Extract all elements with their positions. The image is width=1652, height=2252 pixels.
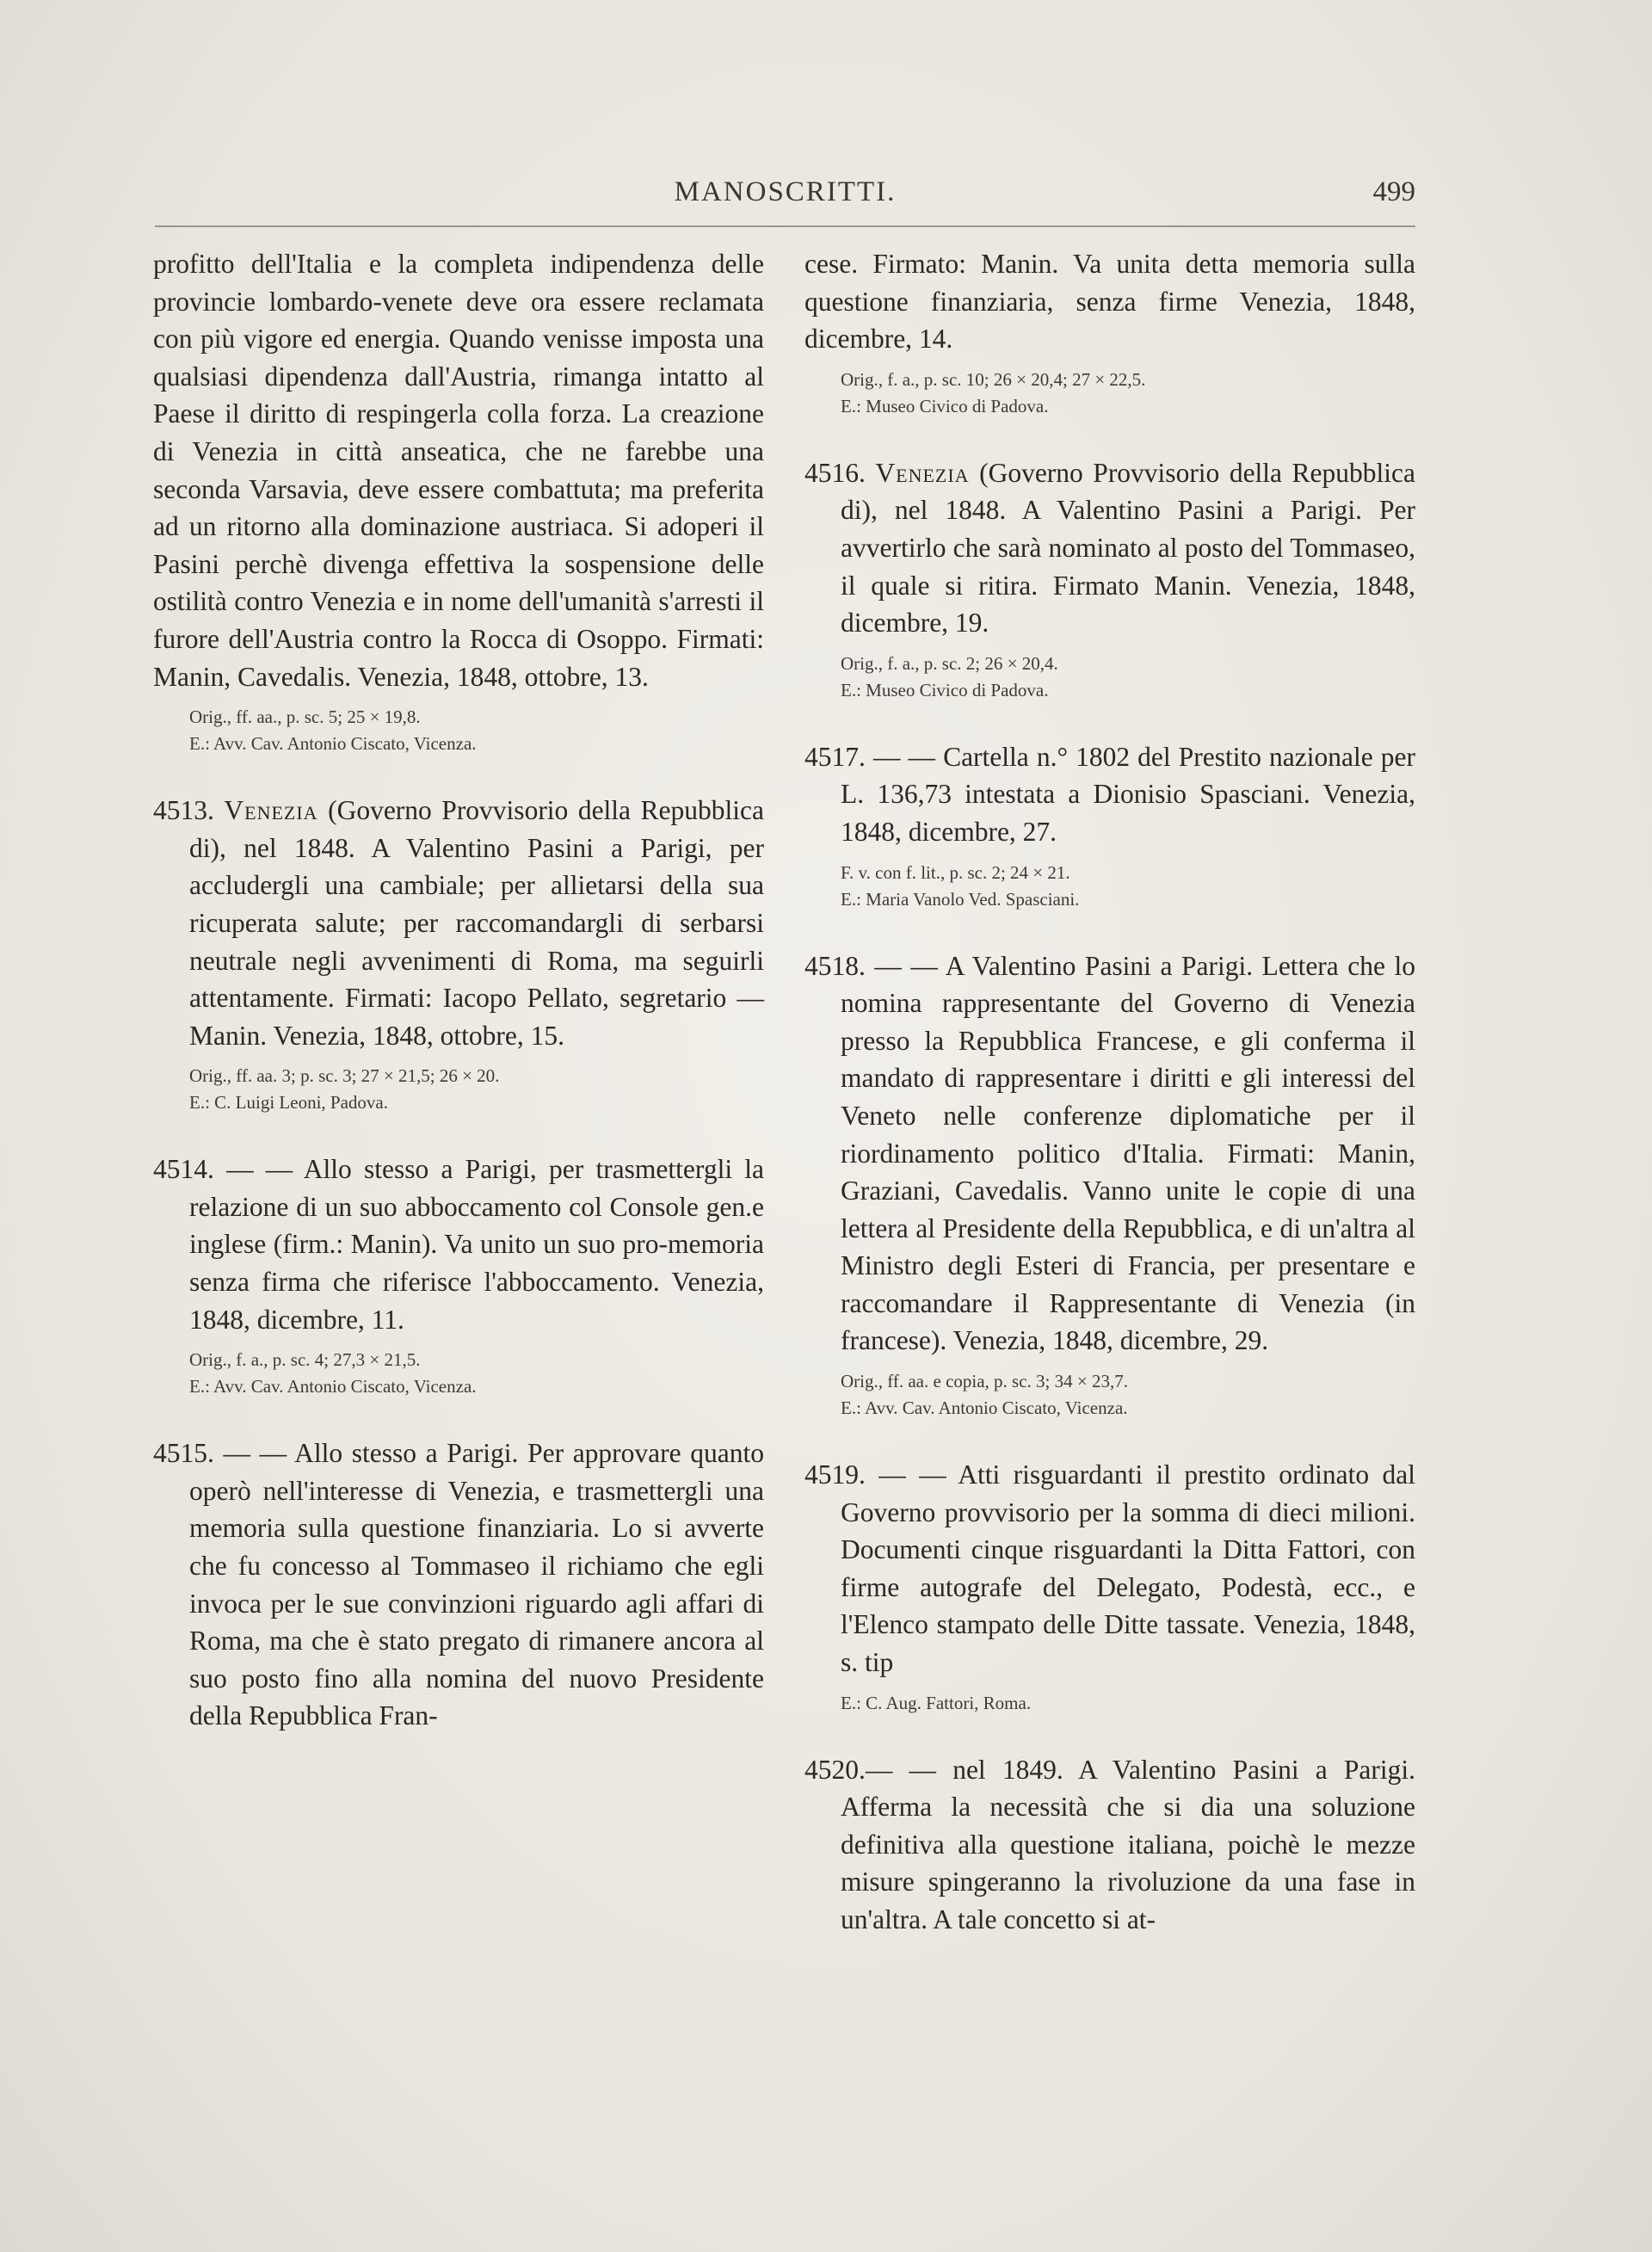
entry-number: 4517. xyxy=(804,741,866,772)
page-header xyxy=(155,176,1415,228)
entry-number: 4519. xyxy=(804,1459,866,1490)
entry-body xyxy=(804,947,1415,1360)
entry-text: A Valentino Pasini a Parigi. Lettera che lo nomina rappresentante del Governo di Venezia presso la Repubblica Francese, e gli conferma il mandato di rappresentare i diritti e gli interessi del Veneto nelle conferenze diplomatiche per il riordinamento politico d'Italia. Firmati: Manin, Graziani, Cavedalis. Vanno unite le copie di una lettera al Presidente della Repubblica, e di un'altra al Ministro degli Esteri di Francia, per presentare e raccomandare il Rappresentante di Venezia (in francese). Venezia, 1848, dicembre, 29. xyxy=(841,950,1416,1356)
entry-heading: — — xyxy=(865,1754,937,1785)
continuation-paragraph: profitto dell'Italia e la completa indipendenza delle provincie lombardo-venete deve ora essere reclamata con più vigore ed energia. Quando venisse imposta una qualsiasi dipendenza dall'Austria, rimanga intatto al Paese il diritto di respingerla colla forza. La creazione di Venezia in città anseatica, che ne farebbe una seconda Varsavia, deve essere combattuta; ma preferita ad un ritorno alla dominazione austriaca. Si adoperi il Pasini perchè divenga effettiva la sospensione delle ostilità contro Venezia e in nome dell'umanità s'arresti il furore dell'Austria contro la Rocca di Osoppo. Firmati: Manin, Cavedalis. Venezia, 1848, ottobre, 13. xyxy=(153,249,764,692)
entry-heading: — — xyxy=(872,741,935,772)
entry-heading: — — xyxy=(226,1154,293,1185)
entry-number: 4520. xyxy=(804,1754,866,1785)
catalog-entry xyxy=(804,947,1415,1422)
catalog-entry xyxy=(804,738,1415,913)
entry-heading: Venezia xyxy=(875,457,970,488)
entry-body xyxy=(153,1151,764,1338)
entry-number: 4518. xyxy=(804,950,866,981)
catalog-entry xyxy=(804,454,1415,704)
catalog-entry xyxy=(153,1151,764,1400)
entry-text: Cartella n.° 1802 del Prestito nazionale per L. 136,73 intestata a Dionisio Spasciani. Venezia, 1848, dicembre, 27. xyxy=(841,741,1415,847)
header-rule xyxy=(155,225,1415,227)
catalog-note-owner: E.: Museo Civico di Padova. xyxy=(841,395,1049,416)
catalog-entry xyxy=(804,1751,1415,1939)
right-column xyxy=(804,245,1415,1939)
catalog-note-orig: Orig., f. a., p. sc. 2; 26 × 20,4. xyxy=(841,652,1058,674)
running-title: MANOSCRITTI. xyxy=(674,176,897,207)
entry-body xyxy=(804,738,1415,851)
catalog-note-owner: E.: C. Aug. Fattori, Roma. xyxy=(841,1692,1032,1713)
catalog-note-orig: Orig., ff. aa. 3; p. sc. 3; 27 × 21,5; 26 × 20. xyxy=(189,1065,500,1087)
entry-text: nel 1849. A Valentino Pasini a Parigi. Afferma la necessità che si dia una soluzione definitiva alla questione italiana, poichè le mezze misure spingeranno la rivoluzione da una fase in un'altra. A tale concetto si at- xyxy=(841,1754,1415,1934)
catalog-note-owner: E.: C. Luigi Leoni, Padova. xyxy=(189,1092,388,1114)
catalog-note-orig: Orig., f. a., p. sc. 10; 26 × 20,4; 27 × 22,5. xyxy=(841,368,1146,390)
entry-body xyxy=(804,454,1415,642)
catalog-note-orig: Orig., f. a., p. sc. 4; 27,3 × 21,5. xyxy=(189,1349,421,1371)
entry-body xyxy=(804,1751,1415,1939)
entry-body xyxy=(153,792,764,1054)
catalog-note-orig: Orig., ff. aa. e copia, p. sc. 3; 34 × 23,7. xyxy=(841,1371,1128,1392)
continuation-paragraph: cese. Firmato: Manin. Va unita detta memoria sulla questione finanziaria, senza firme Venezia, 1848, dicembre, 14. xyxy=(804,249,1415,355)
page-number: 499 xyxy=(1372,176,1415,207)
entry-text: Atti risguardanti il prestito ordinato dal Governo provvisorio per la somma di dieci milioni. Documenti cinque risguardanti la Ditta Fattori, con firme autografe del Delegato, Podestà, ecc., e l'Elenco stampato delle Ditte tassate. Venezia, 1848, s. tip xyxy=(841,1459,1416,1678)
entry-text: (Governo Provvisorio della Repubblica di), nel 1848. A Valentino Pasini a Parigi. Per avvertirlo che sarà nominato al posto del Tommaseo, il quale si ritira. Firmato Manin. Venezia, 1848, dicembre, 19. xyxy=(841,457,1415,639)
catalog-note-orig: Orig., ff. aa., p. sc. 5; 25 × 19,8. xyxy=(189,706,421,728)
entry-text: Allo stesso a Parigi, per trasmettergli la relazione di un suo abboccamento col Console gen.e inglese (firm.: Manin). Va unito un suo pro-memoria senza firma che riferisce l'abboccamento. Venezia, 1848, dicembre, 11. xyxy=(189,1154,765,1335)
catalog-note-orig: F. v. con f. lit., p. sc. 2; 24 × 21. xyxy=(841,861,1070,883)
entry-heading: — — xyxy=(878,1459,946,1490)
entry-body xyxy=(153,1434,764,1735)
entry-heading: — — xyxy=(874,950,938,981)
entry-heading: — — xyxy=(223,1438,287,1469)
entry-number: 4513. xyxy=(153,795,214,826)
entry-number: 4516. xyxy=(804,457,866,488)
catalog-note-owner: E.: Museo Civico di Padova. xyxy=(841,679,1049,700)
entry-body xyxy=(804,1456,1415,1681)
catalog-note-owner: E.: Maria Vanolo Ved. Spasciani. xyxy=(841,888,1080,910)
left-column xyxy=(153,245,764,1735)
entry-number: 4514. xyxy=(153,1154,214,1185)
catalog-entry xyxy=(153,1434,764,1735)
entry-heading: Venezia xyxy=(224,795,318,826)
entry-number: 4515. xyxy=(153,1438,214,1469)
catalog-note-owner: E.: Avv. Cav. Antonio Ciscato, Vicenza. xyxy=(841,1397,1128,1419)
catalog-note-owner: E.: Avv. Cav. Antonio Ciscato, Vicenza. xyxy=(189,733,477,755)
catalog-note-owner: E.: Avv. Cav. Antonio Ciscato, Vicenza. xyxy=(189,1376,477,1397)
catalog-entry xyxy=(153,792,764,1116)
entry-text: (Governo Provvisorio della Repubblica di), nel 1848. A Valentino Pasini a Parigi, per accludergli una cambiale; per allietarsi della sua ricuperata salute; per raccomandargli di serbarsi neutrale negli avvenimenti di Roma, ma seguirli attentamente. Firmati: Iacopo Pellato, segretario — Manin. Venezia, 1848, ottobre, 15. xyxy=(189,795,764,1051)
catalog-entry xyxy=(804,1456,1415,1717)
entry-text: Allo stesso a Parigi. Per approvare quanto operò nell'interesse di Venezia, e trasmettergli una memoria sulla questione finanziaria. Lo si avverte che fu concesso al Tommaseo il richiamo che egli invoca per le sue convinzioni riguardo agli affari di Roma, ma che è stato pregato di rimanere ancora al suo posto fino alla nomina del nuovo Presidente della Repubblica Fran- xyxy=(189,1438,765,1731)
